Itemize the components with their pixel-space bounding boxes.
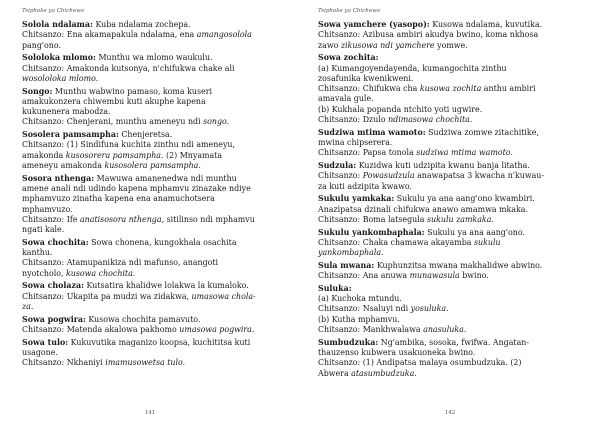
- entry-line: [318, 205, 586, 215]
- headword: Sosolera pamsampha:: [22, 130, 119, 140]
- entry-line: [318, 358, 586, 368]
- entry-line: [22, 30, 290, 40]
- example-italic: amangosolola: [196, 30, 252, 40]
- entry-text: mphamvuzo.: [22, 204, 73, 214]
- entry-text: pang'ono.: [22, 40, 62, 50]
- entry-line: [22, 205, 290, 215]
- entry-line: [22, 107, 290, 117]
- headword: Sowa chochita:: [22, 237, 89, 247]
- dictionary-entry: [22, 281, 290, 312]
- entry-text: ngati kale.: [22, 225, 65, 235]
- entry-text: Chitsanzo: Azibusa ambiri akudya bwino, koma nkhosa: [318, 30, 539, 40]
- entry-line: [22, 87, 290, 97]
- entry-line: [318, 194, 586, 204]
- example-italic: umasowa chola-: [191, 291, 256, 301]
- entry-line: [318, 261, 586, 271]
- entry-text: Sowa chonena, kungokhala osachita: [88, 237, 237, 247]
- entry-text: kukunenera mabodza.: [22, 107, 111, 117]
- entry-line: [22, 20, 290, 30]
- headword: Sudziwa mtima wamoto:: [318, 127, 426, 137]
- entry-text: Chitsanzo: Chifukwa cha: [318, 84, 420, 94]
- entry-line: [318, 248, 586, 258]
- example-italic: atasumbudzuka.: [351, 368, 417, 378]
- running-head: Tsiphoke ya Chichewa: [318, 8, 381, 14]
- example-italic: sudziwa mtima wamoto.: [416, 148, 513, 158]
- entry-text: zawo: [318, 40, 341, 50]
- entry-text: thauzenso kubwera usakuoneka bwino.: [318, 348, 476, 358]
- entry-text: Kuphunzitsa mwana makhalidwe abwino.: [374, 260, 543, 270]
- entry-text: anthu ambiri: [481, 84, 536, 94]
- entry-text: (a) Kuchoka mtundu.: [318, 294, 402, 304]
- entry-line: [22, 117, 290, 127]
- entry-text: nyotcholo,: [22, 268, 67, 278]
- entry-text: Chitsanzo: (1) Andipatsa malaya osumbudzuka. (2): [318, 358, 522, 368]
- entry-text: Kukuvutika maganizo koopsa, kuchititsa kuti: [68, 337, 251, 347]
- dictionary-entry: [318, 161, 586, 192]
- entry-text: Kuzidwa kuti udzipita kwanu banja litatha.: [356, 161, 530, 171]
- entry-text: kanthu.: [22, 248, 53, 258]
- entry-line: [318, 53, 586, 63]
- headword: Sukulu yamkaka:: [318, 194, 395, 204]
- entry-text: Chitsanzo: Atamupanikiza ndi mafunso, anangoti: [22, 258, 219, 268]
- entry-text: Sukulu ya ana aang'ono kwambiri.: [394, 194, 535, 204]
- entry-text: Chitsanzo: Matenda akalowa pakhomo: [22, 325, 180, 335]
- dictionary-entry: [22, 315, 290, 336]
- entries-list: [22, 20, 290, 369]
- entry-line: [318, 30, 586, 40]
- entry-line: [318, 271, 586, 281]
- example-italic: za.: [22, 302, 34, 312]
- headword: Sowa zochita:: [318, 53, 379, 63]
- entry-text: amakukonzera chiwembu kuti akuphe kapena: [22, 96, 206, 106]
- entry-line: [318, 84, 586, 94]
- headword: Sudzula:: [318, 161, 357, 171]
- entry-text: Abwera: [318, 368, 352, 378]
- entry-line: [22, 302, 290, 312]
- headword: Sowa yamchere (yasopo):: [318, 20, 430, 29]
- right-page: [300, 0, 600, 424]
- dictionary-entry: [22, 338, 290, 369]
- entry-text: Chenjeretsa.: [118, 130, 173, 140]
- entry-text: Munthu wa mlomo waukulu.: [95, 53, 213, 63]
- entry-text: usagone.: [22, 348, 58, 358]
- entry-text: (b) Kukhala popanda ntchito yoti ugwire.: [318, 104, 483, 114]
- entry-line: [22, 64, 290, 74]
- entry-line: [318, 315, 586, 325]
- entry-text: bwino.: [459, 271, 489, 281]
- page-number: 142: [444, 410, 456, 416]
- entry-line: [22, 97, 290, 107]
- entry-line: [318, 64, 586, 74]
- entry-line: [318, 338, 586, 348]
- entry-line: [22, 238, 290, 248]
- entry-text: Chitsanzo: Papsa tonola: [318, 148, 417, 158]
- entry-line: [22, 225, 290, 235]
- example-italic: zikusowa ndi yamchere: [340, 40, 435, 50]
- entry-text: Kuba ndalama zochepa.: [92, 20, 191, 29]
- entry-line: [318, 171, 586, 181]
- example-italic: sukulu zamkaka.: [426, 214, 494, 224]
- entry-line: [318, 41, 586, 51]
- headword: Sula mwana:: [318, 260, 375, 270]
- entry-text: Sudziwa zomwe zitachitike,: [425, 127, 539, 137]
- entry-text: anawapatsa 3 kwacha n'kuwau-: [414, 171, 545, 181]
- entry-text: Chitsanzo: Mankhwalawa: [318, 325, 424, 335]
- example-italic: munawasula: [409, 271, 460, 281]
- entry-line: [318, 161, 586, 171]
- entry-text: sitilinso ndi mphamvu: [164, 214, 255, 224]
- dictionary-entry: [22, 53, 290, 84]
- dictionary-entry: [318, 284, 586, 335]
- entry-line: [22, 338, 290, 348]
- entry-line: [22, 174, 290, 184]
- entry-line: [318, 20, 586, 30]
- headword: Sololoka mlomo:: [22, 53, 96, 63]
- entry-line: [318, 74, 586, 84]
- headword: Sowa tulo:: [22, 337, 69, 347]
- entry-text: Chitsanzo: Dzulo: [318, 115, 389, 125]
- entry-text: ameneyu amakonda: [22, 161, 105, 171]
- entry-line: [22, 184, 290, 194]
- entry-text: Chitsanzo: Ana anuwa: [318, 271, 410, 281]
- dictionary-entry: [318, 128, 586, 159]
- entry-text: Sukulu ya ana aang'ono.: [424, 227, 525, 237]
- entry-line: [22, 41, 290, 51]
- entry-line: [318, 105, 586, 115]
- entry-line: [318, 325, 586, 335]
- dictionary-entry: [318, 261, 586, 282]
- entry-line: [22, 292, 290, 302]
- example-italic: songo.: [203, 117, 230, 127]
- dictionary-entry: [318, 338, 586, 379]
- entry-line: [318, 348, 586, 358]
- entry-text: Chitsanzo: Nsaluyi ndi: [318, 304, 411, 314]
- entries-list: [318, 20, 586, 379]
- example-italic: Powasudzula: [362, 171, 415, 181]
- entry-line: [22, 161, 290, 171]
- entry-text: Chitsanzo:: [318, 171, 363, 181]
- entry-text: Chitsanzo: Chenjerani, munthu ameneyu ndi: [22, 117, 204, 127]
- entry-line: [318, 369, 586, 379]
- entry-text: Chitsanzo: (1) Sindifuna kuchita zinthu ndi ameneyu,: [22, 140, 235, 150]
- entry-text: zosafunika kwenikweni.: [318, 73, 414, 83]
- page-number: 141: [144, 410, 156, 416]
- entry-text: (2) Mnyamata: [163, 150, 223, 160]
- dictionary-entry: [318, 53, 586, 125]
- entry-text: Chitsanzo: Ife: [22, 214, 80, 224]
- example-italic: ndimasowa chochita.: [388, 115, 473, 125]
- example-italic: kusosorera pamsampha.: [65, 150, 164, 160]
- entry-text: (b) Kutha mphamvu.: [318, 314, 400, 324]
- entry-line: [318, 138, 586, 148]
- entry-text: amene anali ndi udindo kapena mphamvu zinazake ndiye: [22, 184, 251, 194]
- entry-line: [318, 182, 586, 192]
- headword: Sukulu yankombaphala:: [318, 227, 425, 237]
- entry-text: Munthu wabwino pamaso, koma kuseri: [52, 86, 212, 96]
- example-italic: kusowa chochita.: [66, 268, 136, 278]
- headword: Sowa pogwira:: [22, 314, 86, 324]
- entry-text: mphamvuzo zinatha kapena ena anamuchotsera: [22, 194, 215, 204]
- entry-line: [22, 325, 290, 335]
- entry-line: [318, 284, 586, 294]
- entry-line: [22, 194, 290, 204]
- entry-text: Kusowa ndalama, kuvutika.: [429, 20, 543, 29]
- entry-text: Mawuwa amanenedwa ndi munthu: [94, 173, 237, 183]
- entry-line: [22, 281, 290, 291]
- entry-line: [22, 140, 290, 150]
- entry-text: Chitsanzo: Nkhaniyi: [22, 358, 106, 368]
- dictionary-entry: [22, 130, 290, 171]
- example-italic: anatisosora nthenga,: [79, 214, 165, 224]
- entry-line: [22, 151, 290, 161]
- entry-line: [318, 294, 586, 304]
- entry-line: [318, 238, 586, 248]
- entry-text: Chitsanzo: Ukapita pa mudzi wa zidakwa,: [22, 291, 192, 301]
- dictionary-entry: [318, 20, 586, 51]
- headword: Solola ndalama:: [22, 20, 93, 29]
- example-italic: kusowa zochita: [419, 84, 482, 94]
- entry-text: mwina chipserera.: [318, 138, 393, 148]
- headword: Sowa cholaza:: [22, 281, 85, 291]
- entry-line: [22, 258, 290, 268]
- dictionary-entry: [22, 238, 290, 279]
- entry-line: [22, 130, 290, 140]
- entry-text: Chitsanzo: Amakonda kutsonya, n'chifukwa chake ali: [22, 63, 235, 73]
- entry-text: Kutsatira khalidwe lolakwa la kumaloko.: [84, 281, 249, 291]
- entry-line: [22, 53, 290, 63]
- entry-text: Anazipatsa dzinali chifukwa anawo amamwa mkaka.: [318, 204, 529, 214]
- entry-text: yomwe.: [434, 40, 468, 50]
- entry-line: [318, 148, 586, 158]
- example-italic: anasuluka.: [423, 325, 467, 335]
- entry-text: Chitsanzo: Boma latsegula: [318, 214, 427, 224]
- entry-text: amavala gule.: [318, 94, 374, 104]
- entry-line: [22, 248, 290, 258]
- example-italic: yosuluka.: [410, 304, 449, 314]
- entry-text: Ng'ambika, sosoka, fwifwa. Angatan-: [378, 337, 530, 347]
- entry-line: [22, 74, 290, 84]
- dictionary-entry: [22, 87, 290, 128]
- entry-text: Chitsanzo: Chaka chamawa akayamba: [318, 237, 474, 247]
- entry-line: [318, 115, 586, 125]
- headword: Songo:: [22, 86, 53, 96]
- headword: Suluka:: [318, 283, 352, 293]
- headword: Sosora nthenga:: [22, 173, 95, 183]
- entry-line: [22, 315, 290, 325]
- entry-line: [22, 269, 290, 279]
- example-italic: sukulu: [474, 237, 501, 247]
- example-italic: yankombaphala.: [318, 248, 384, 258]
- entry-line: [22, 348, 290, 358]
- entry-text: Chitsanzo: Ena akamapakula ndalama, ena: [22, 30, 197, 40]
- entry-line: [22, 215, 290, 225]
- entry-line: [318, 128, 586, 138]
- example-italic: umasowa pogwira.: [179, 325, 255, 335]
- entry-line: [22, 358, 290, 368]
- dictionary-entry: [318, 194, 586, 225]
- example-italic: wosololoka mlomo.: [22, 73, 99, 83]
- entry-line: [318, 215, 586, 225]
- headword: Sumbudzuka:: [318, 337, 379, 347]
- dictionary-entry: [22, 20, 290, 51]
- running-head: Tsiphoke ya Chichewa: [22, 8, 85, 14]
- entry-text: Kusowa chochita pamavuto.: [85, 314, 201, 324]
- entry-line: [318, 94, 586, 104]
- entry-line: [318, 228, 586, 238]
- dictionary-entry: [318, 228, 586, 259]
- entry-text: amakonda: [22, 150, 66, 160]
- example-italic: kusosolera pamsampha.: [104, 161, 201, 171]
- dictionary-entry: [22, 174, 290, 236]
- entry-line: [318, 304, 586, 314]
- example-italic: imamusowetsa tulo.: [105, 358, 186, 368]
- entry-text: za kuti adzipita kwawo.: [318, 181, 412, 191]
- entry-text: (a) Kumangoyendayenda, kumangochita zinthu: [318, 63, 507, 73]
